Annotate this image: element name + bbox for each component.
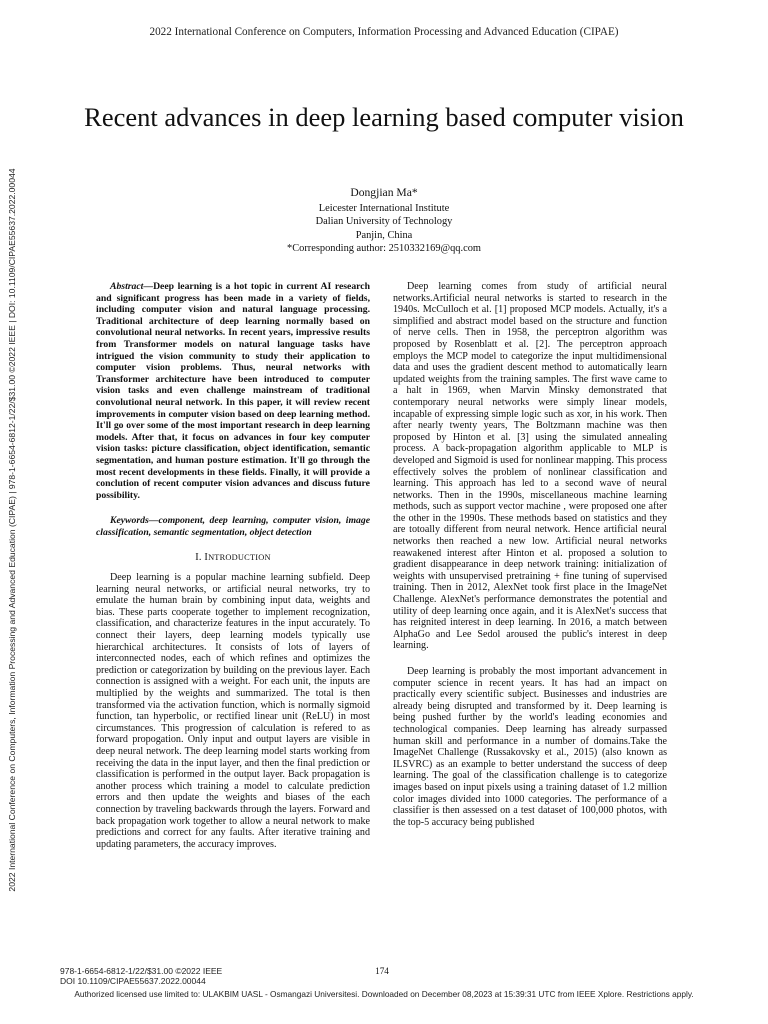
side-strip [4,150,20,910]
section-heading-introduction [96,552,370,564]
history-paragraph: Deep learning comes from study of artificial neural networks.Artificial neural networks is started to research in the 1940s. McCulloch et al. [1] proposed MCP models. Actually, it's a simplified and abstract model based on the structure and function of nerve cells. Then in 1958, the perceptron algorithm was proposed by Rosenblatt et al. [2]. The perceptron approach employs the MCP model to categorize the input multidimensional data and uses the gradient descent method to automatically learn updated weights from the training samples. The first wave came to a halt in 1969, when Marvin Minsky demonstrated that contemporary neural networks were simply linear models, incapable of expressing simple logic such as xor, in his work. Then after nearly twenty years, The Boltzmann machine was then proposed by Hinton et al. [3] using the simulated annealing process. A back-propagation algorithm applicable to MLP is developed and Sigmoid is used for nonlinear mapping. This process effectively solves the problem of nonlinear classification and learning. This approach has led to a second wave of neural networks. Then in the 1990s, miscellaneous machine learning methods, such as support vector machine , were proposed one after the other in the 1990s. These methods based on statistics and they are totoally different from neural network. Hence artificial neural networks then reached a new low. Artificial neural networks reawakened interest after Hinton et al. proposed a solution to gradient disappearance in deep network training: initialization of weights with unsupervised pretraining + fine tuning of supervised training. Then in 2012, AlexNet took first place in the ImageNet Challenge. AlexNet's performance demonstrates the potential and utility of deep learning once again, and it is AlexNet's success that has reignited interest in deep learning. In 2016, a match between AlphaGo and Lee Sedol aroused the public's interest in deep learning. [393,281,667,652]
intro-paragraph: Deep learning is a popular machine learning subfield. Deep learning neural networks, or artificial neural networks, try to emulate the human brain by combining input data, weights and bias. These parts cooperate together to implement recognization, classification, and characterize features in the input accurately. To connect their layers, deep learning models typically use hierarchical architectures. It consists of lots of layers of interconnected nodes, each of which refines and optimizes the prediction or categorization by building on the previous layer. Each connection is assigned with a weight. For each unit, the inputs are multiplied by the weights and summarized. The total is then transformed via the activation function, which is normally sigmoid function, tan hyperbolic, or rectified linear unit (ReLU) in most circumstances. This progression of calculation is refered to as forward propogation. Only input and output layers are visible in deep neural network. The deep learning model starts working from receiving the data in the input layer, and then the final prediction or classification is performed in the output layer. Back propagation is another process which training a model to calculate prediction errors and then update the weights and biases of the each connection by traveling backwards through the layers. Forward and back propagation work together to allow a neural network to make predictions and correct for any faults. After iterative training and updating parameters, the accuracy improves. [96,572,370,850]
page-number [0,966,768,976]
corresponding-author: *Corresponding author: 2510332169@qq.com [287,243,481,254]
affiliation-line: Dalian University of Technology [315,216,453,227]
abstract [96,281,370,501]
section-numeral: I. [195,552,205,564]
abstract-text: Deep learning is a hot topic in current AI research and significant progress has been made in a variety of fields, including computer vision and natural language processing. Traditional architecture of deep learning normally based on convolutional neural networks. In recent years, impressive results from Transformer models on natural language tasks have intrigued the vision community to study their application to computer vision problems. Thus, neural networks with Transformer architecture have been introduced to computer vision tasks and even challenge mainstream of traditional convolutional neural network. In this paper, it will review recent improvements in computer vision based on deep learning method. It'll go over some of the most important research in deep learning models. After that, it focus on advances in four key computer vision tasks: picture classification, object identification, semantic segmentation, and human posture estimation. It'll go through the most recent developments in these fields. Finally, it will provide a conclution of recent computer vision advances and discuss future possibility. [96,281,370,501]
license-notice: Authorized licensed use limited to: ULAKBIM UASL - Osmangazi Universitesi. Downloaded on December 08,2023 at 15:39:31 UTC from IEEE Xplore. Restrictions apply. [74,989,694,999]
section-rest: NTRODUCTION [208,553,271,563]
author-block [184,186,584,256]
keywords-text: component, deep learning, computer vision, image classification, semantic segmentation, object detection [96,515,370,538]
footer-isbn: 978-1-6654-6812-1/22/$31.00 ©2022 IEEE [60,966,223,976]
right-column [393,281,667,828]
impact-paragraph: Deep learning is probably the most important advancement in computer science in recent years. It has had an impact on practically every scientific subject. Businesses and industries are already being disrupted and transformed by it. Deep learning is being pushed further by the world's leading economies and technological companies. Deep learning has already surpassed human skill and performance in a number of domains.Take the ImageNet Challenge (Russakovsky et al., 2015) (also known as ILSVRC) as an example to better understand the success of deep learning. The goal of the classification challenge is to categorize images based on input pixels using a training dataset of 1.2 million color images divided into 1000 categories. The performance of a classifier is then assessed on a test dataset of 100,000 photos, with the top-5 accuracy being published [393,666,667,828]
keywords [96,515,370,538]
author-name: Dongjian Ma* [350,186,418,199]
conference-header: 2022 International Conference on Computers, Information Processing and Advanced Education (CIPAE) [149,26,619,38]
abstract-dash: — [143,281,154,292]
keywords-label: Keywords [110,515,149,527]
affiliation-line: Panjin, China [355,229,413,241]
side-strip-text: 2022 International Conference on Computers, Information Processing and Advanced Education (CIPAE) | 978-1-6654-6812-1/22/$31.00 ©2022 IEEE | DOI: 10.1109/CIPAE55637.2022.00044 [7,168,17,892]
footer-doi: DOI 10.1109/CIPAE55637.2022.00044 [60,976,206,986]
page-number-text: 174 [375,966,389,976]
keywords-dash: — [148,515,159,527]
paper-title: Recent advances in deep learning based computer vision [84,102,684,132]
affiliation-line: Leicester International Institute [318,202,450,214]
section-initial: I [204,552,209,564]
left-column [96,281,370,850]
abstract-label: Abstract [110,281,144,292]
